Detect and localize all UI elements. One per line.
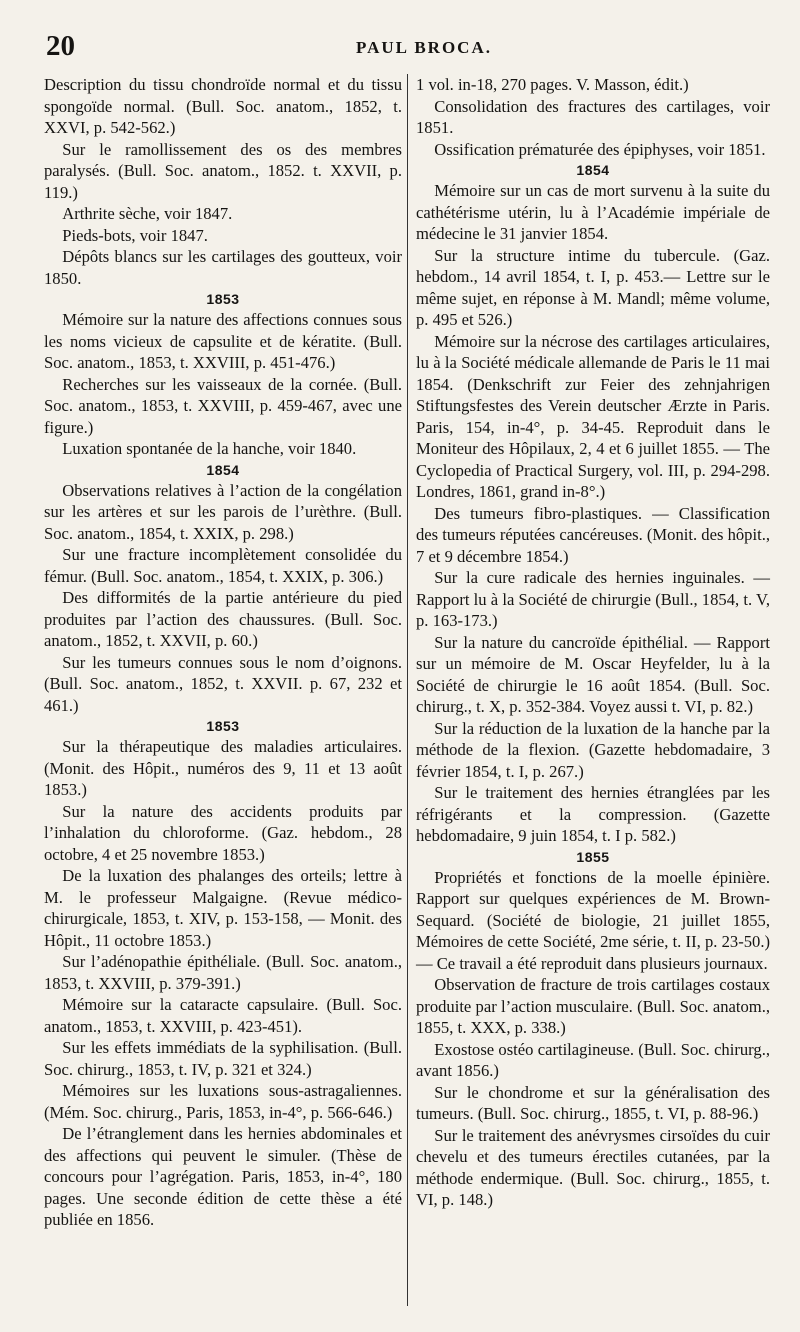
- bibliography-entry: Ossification prématurée des épiphyses, voir 1851.: [434, 139, 766, 159]
- bibliography-entry: De la luxation des phalanges des orteils; lettre à M. le professeur Malgaigne. (Revue médico-chirurgicale, 1853, t. XIV, p. 153-158, — Monit. des Hôpit., 11 octobre 1853.): [44, 866, 402, 950]
- bibliography-entry: Exostose ostéo cartilagineuse. (Bull. Soc. chirurg., avant 1856.): [416, 1039, 770, 1080]
- bibliography-entry: Mémoire sur la nécrose des cartilages articulaires, lu à la Société médicale allemande de Paris le 11 mai 1854. (Denkschrift zur Feier des zehnjahrigen Stiftungsfestes des Verein deutscher Ærzte in Paris. Paris, 154, in-4°, p. 34-45. Reproduit dans le Moniteur des Hôpilaux, 2, 4 et 6 juillet 1855. — The Cyclopedia of Practical Surgery, vol. III, p. 294-298. Londres, 1861, grand in-8°.): [416, 331, 770, 501]
- bibliography-entry: Des tumeurs fibro-plastiques. — Classification des tumeurs réputées cancéreuses. (Monit. des hôpit., 7 et 9 décembre 1854.): [416, 503, 770, 566]
- year-heading: 1854: [576, 162, 610, 178]
- left-column: [44, 74, 402, 1231]
- bibliography-entry: Observation de fracture de trois cartilages costaux produite par l’action musculaire. (Bull. Soc. anatom., 1855, t. XXX, p. 338.): [416, 975, 770, 1037]
- year-heading: 1855: [576, 848, 610, 865]
- right-column: [416, 74, 770, 1211]
- bibliography-entry: Sur le traitement des hernies étranglées par les réfrigérants et la compression. (Gazette hebdomadaire, 9 juin 1854, t. I p. 582.): [416, 783, 770, 845]
- bibliography-entry: Des difformités de la partie antérieure du pied produites par l’action des chaussures. (Bull. Soc. anatom., 1852, t. XXVII, p. 60.): [44, 588, 402, 650]
- page-header: [46, 30, 760, 70]
- bibliography-entry: Sur l’adénopathie épithéliale. (Bull. Soc. anatom., 1853, t. XXVIII, p. 379-391.): [44, 952, 402, 993]
- bibliography-entry: Recherches sur les vaisseaux de la cornée. (Bull. Soc. anatom., 1853, t. XXVIII, p. 459-467, avec une figure.): [44, 374, 402, 437]
- bibliography-entry: Mémoires sur les luxations sous-astragaliennes. (Mém. Soc. chirurg., Paris, 1853, in-4°, p. 566-646.): [44, 1081, 402, 1122]
- bibliography-entry: Sur la nature des accidents produits par l’inhalation du chloroforme. (Gaz. hebdom., 28 octobre, 4 et 25 novembre 1853.): [44, 801, 402, 864]
- page-number: 20: [46, 30, 75, 62]
- bibliography-entry: Observations relatives à l’action de la congélation sur les artères et sur les parois de l’urèthre. (Bull. Soc. anatom., 1854, t. XXIX, p. 298.): [44, 480, 402, 543]
- running-title: PAUL BROCA.: [356, 38, 492, 57]
- bibliography-entry: 1 vol. in-18, 270 pages. V. Masson, édit.): [416, 75, 689, 94]
- bibliography-entry: Sur le traitement des anévrysmes cirsoïdes du cuir chevelu et des tumeurs érectiles cutanées, par la méthode endermique. (Bull. Soc. chirurg., 1855, t. VI, p. 148.): [416, 1125, 770, 1209]
- bibliography-entry: Consolidation des fractures des cartilages, voir 1851.: [416, 96, 770, 137]
- bibliography-entry: Propriétés et fonctions de la moelle épinière. Rapport sur quelques expériences de M. Brown-Sequard. (Société de biologie, 21 juillet 1855, Mémoires de cette Société, 2me série, t. II, p. 23-50.) — Ce travail a été reproduit dans plusieurs journaux.: [416, 867, 770, 973]
- bibliography-entry: Mémoire sur la nature des affections connues sous les noms vicieux de capsulite et de kératite. (Bull. Soc. anatom., 1853, t. XXVIII, p. 451-476.): [44, 310, 402, 372]
- bibliography-entry: Dépôts blancs sur les cartilages des goutteux, voir 1850.: [44, 247, 402, 288]
- bibliography-entry: Sur la thérapeutique des maladies articulaires. (Monit. des Hôpit., numéros des 9, 11 et 13 août 1853.): [44, 737, 402, 799]
- bibliography-entry: Arthrite sèche, voir 1847.: [62, 204, 233, 223]
- bibliography-entry: Mémoire sur la cataracte capsulaire. (Bull. Soc. anatom., 1853, t. XXVIII, p. 423-451).: [44, 995, 402, 1036]
- bibliography-entry: Sur les tumeurs connues sous le nom d’oignons. (Bull. Soc. anatom., 1852, t. XXVII. p. 67, 232 et 461.): [44, 652, 402, 715]
- bibliography-entry: Mémoire sur un cas de mort survenu à la suite du cathétérisme utérin, lu à l’Académie impériale de médecine le 31 janvier 1854.: [416, 181, 770, 243]
- bibliography-entry: Sur les effets immédiats de la syphilisation. (Bull. Soc. chirurg., 1853, t. IV, p. 321 et 324.): [44, 1038, 402, 1079]
- bibliography-entry: Sur la structure intime du tubercule. (Gaz. hebdom., 14 avril 1854, t. I, p. 453.— Lettre sur le même sujet, en réponse à M. Mandl; même volume, p. 495 et 526.): [416, 245, 770, 329]
- bibliography-entry: De l’étranglement dans les hernies abdominales et des affections qui peuvent le simuler. (Thèse de concours pour l’agrégation. Paris, 1853, in-4°, 180 pages. Une seconde édition de cette thèse a été publiée en 1856.: [44, 1124, 402, 1229]
- bibliography-entry: Description du tissu chondroïde normal et du tissu spongoïde normal. (Bull. Soc. anatom., 1852, t. XXVI, p. 542-562.): [44, 75, 402, 137]
- bibliography-entry: Sur le ramollissement des os des membres paralysés. (Bull. Soc. anatom., 1852. t. XXVII, p. 119.): [44, 139, 402, 202]
- bibliography-entry: Sur la réduction de la luxation de la hanche par la méthode de la flexion. (Gazette hebdomadaire, 3 février 1854, t. I, p. 267.): [416, 718, 770, 781]
- year-heading: 1854: [206, 461, 240, 478]
- bibliography-entry: Sur le chondrome et sur la généralisation des tumeurs. (Bull. Soc. chirurg., 1855, t. VI, p. 88-96.): [416, 1082, 770, 1123]
- column-divider: [407, 74, 408, 1306]
- bibliography-entry: Pieds-bots, voir 1847.: [62, 225, 208, 245]
- bibliography-entry: Sur une fracture incomplètement consolidée du fémur. (Bull. Soc. anatom., 1854, t. XXIX, p. 306.): [44, 545, 402, 586]
- year-heading: 1853: [206, 718, 240, 734]
- bibliography-entry: Sur la nature du cancroïde épithélial. — Rapport sur un mémoire de M. Oscar Heyfelder, lu à la Société de chirurgie le 16 août 1854. (Bull. Soc. chirurg., t. X, p. 352-384. Voyez aussi t. VI, p. 82.): [416, 632, 770, 716]
- year-heading: 1853: [206, 291, 240, 307]
- bibliography-entry: Sur la cure radicale des hernies inguinales. — Rapport lu à la Société de chirurgie (Bull., 1854, t. V, p. 163-173.): [416, 568, 770, 630]
- bibliography-entry: Luxation spontanée de la hanche, voir 1840.: [62, 439, 357, 458]
